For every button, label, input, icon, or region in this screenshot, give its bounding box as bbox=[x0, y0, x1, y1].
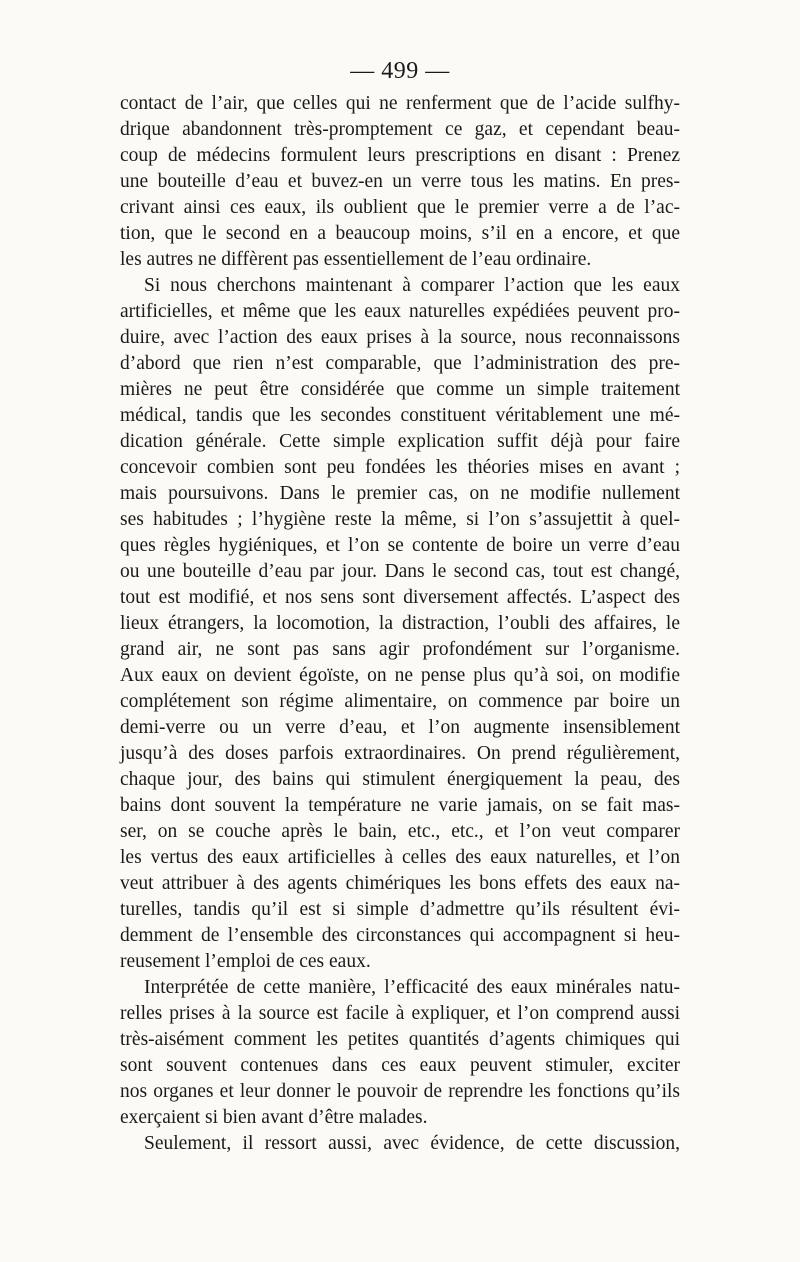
page-number-header: — 499 — bbox=[350, 58, 450, 84]
text-line: grand air, ne sont pas sans agir profondément sur l’organisme. bbox=[120, 639, 680, 660]
text-line: nos organes et leur donner le pouvoir de reprendre les fonctions qu’ils bbox=[120, 1081, 680, 1102]
text-line: ser, on se couche après le bain, etc., etc., et l’on veut comparer bbox=[120, 821, 680, 842]
text-line: demment de l’ensemble des circonstances qui accompagnent si heu- bbox=[120, 925, 680, 946]
text-line: demi-verre ou un verre d’eau, et l’on augmente insensiblement bbox=[120, 717, 680, 738]
text-line: mières ne peut être considérée que comme un simple traitement bbox=[120, 379, 680, 400]
text-line: Interprétée de cette manière, l’efficacité des eaux minérales natu- bbox=[144, 977, 680, 998]
text-line: exerçaient si bien avant d’être malades. bbox=[120, 1107, 428, 1128]
text-line: bains dont souvent la température ne varie jamais, on se fait mas- bbox=[120, 795, 680, 816]
text-line: ses habitudes ; l’hygiène reste la même, si l’on s’assujettit à quel- bbox=[120, 509, 680, 530]
text-line: veut attribuer à des agents chimériques les bons effets des eaux na- bbox=[120, 873, 680, 894]
text-line: d’abord que rien n’est comparable, que l’administration des pre- bbox=[120, 353, 680, 374]
text-line: médical, tandis que les secondes constituent véritablement une mé- bbox=[120, 405, 680, 426]
text-line: jusqu’à des doses parfois extraordinaires. On prend régulièrement, bbox=[120, 743, 680, 764]
text-line: très-aisément comment les petites quantités d’agents chimiques qui bbox=[120, 1029, 680, 1050]
text-line: dication générale. Cette simple explication suffit déjà pour faire bbox=[120, 431, 680, 452]
text-line: coup de médecins formulent leurs prescriptions en disant : Prenez bbox=[120, 145, 680, 166]
text-line: drique abandonnent très-promptement ce gaz, et cependant beau- bbox=[120, 119, 680, 140]
text-line: turelles, tandis qu’il est si simple d’admettre qu’ils résultent évi- bbox=[120, 899, 680, 920]
text-line: une bouteille d’eau et buvez-en un verre tous les matins. En pres- bbox=[120, 171, 680, 192]
text-line: complétement son régime alimentaire, on commence par boire un bbox=[120, 691, 680, 712]
text-line: ou une bouteille d’eau par jour. Dans le second cas, tout est changé, bbox=[120, 561, 680, 582]
text-line: mais poursuivons. Dans le premier cas, on ne modifie nullement bbox=[120, 483, 680, 504]
text-line: duire, avec l’action des eaux prises à la source, nous reconnaissons bbox=[120, 327, 680, 348]
text-line: relles prises à la source est facile à expliquer, et l’on comprend aussi bbox=[120, 1003, 680, 1024]
text-line: artificielles, et même que les eaux naturelles expédiées peuvent pro- bbox=[120, 301, 680, 322]
text-line: concevoir combien sont peu fondées les théories mises en avant ; bbox=[120, 457, 680, 478]
text-line: Si nous cherchons maintenant à comparer l’action que les eaux bbox=[144, 275, 680, 296]
text-line: reusement l’emploi de ces eaux. bbox=[120, 951, 371, 972]
text-line: tion, que le second en a beaucoup moins, s’il en a encore, et que bbox=[120, 223, 680, 244]
text-line: lieux étrangers, la locomotion, la distraction, l’oubli des affaires, le bbox=[120, 613, 680, 634]
text-line: les vertus des eaux artificielles à celles des eaux naturelles, et l’on bbox=[120, 847, 680, 868]
text-line: crivant ainsi ces eaux, ils oublient que le premier verre a de l’ac- bbox=[120, 197, 680, 218]
text-line: sont souvent contenues dans ces eaux peuvent stimuler, exciter bbox=[120, 1055, 680, 1076]
text-line: ques règles hygiéniques, et l’on se contente de boire un verre d’eau bbox=[120, 535, 680, 556]
body-text bbox=[120, 91, 680, 1157]
text-line: les autres ne diffèrent pas essentiellement de l’eau ordinaire. bbox=[120, 249, 592, 270]
text-line: Aux eaux on devient égoïste, on ne pense plus qu’à soi, on modifie bbox=[120, 665, 680, 686]
text-line: contact de l’air, que celles qui ne renferment que de l’acide sulfhy- bbox=[120, 93, 680, 114]
text-line: Seulement, il ressort aussi, avec évidence, de cette discussion, bbox=[144, 1133, 680, 1154]
text-line: tout est modifié, et nos sens sont diversement affectés. L’aspect des bbox=[120, 587, 680, 608]
text-line: chaque jour, des bains qui stimulent énergiquement la peau, des bbox=[120, 769, 680, 790]
